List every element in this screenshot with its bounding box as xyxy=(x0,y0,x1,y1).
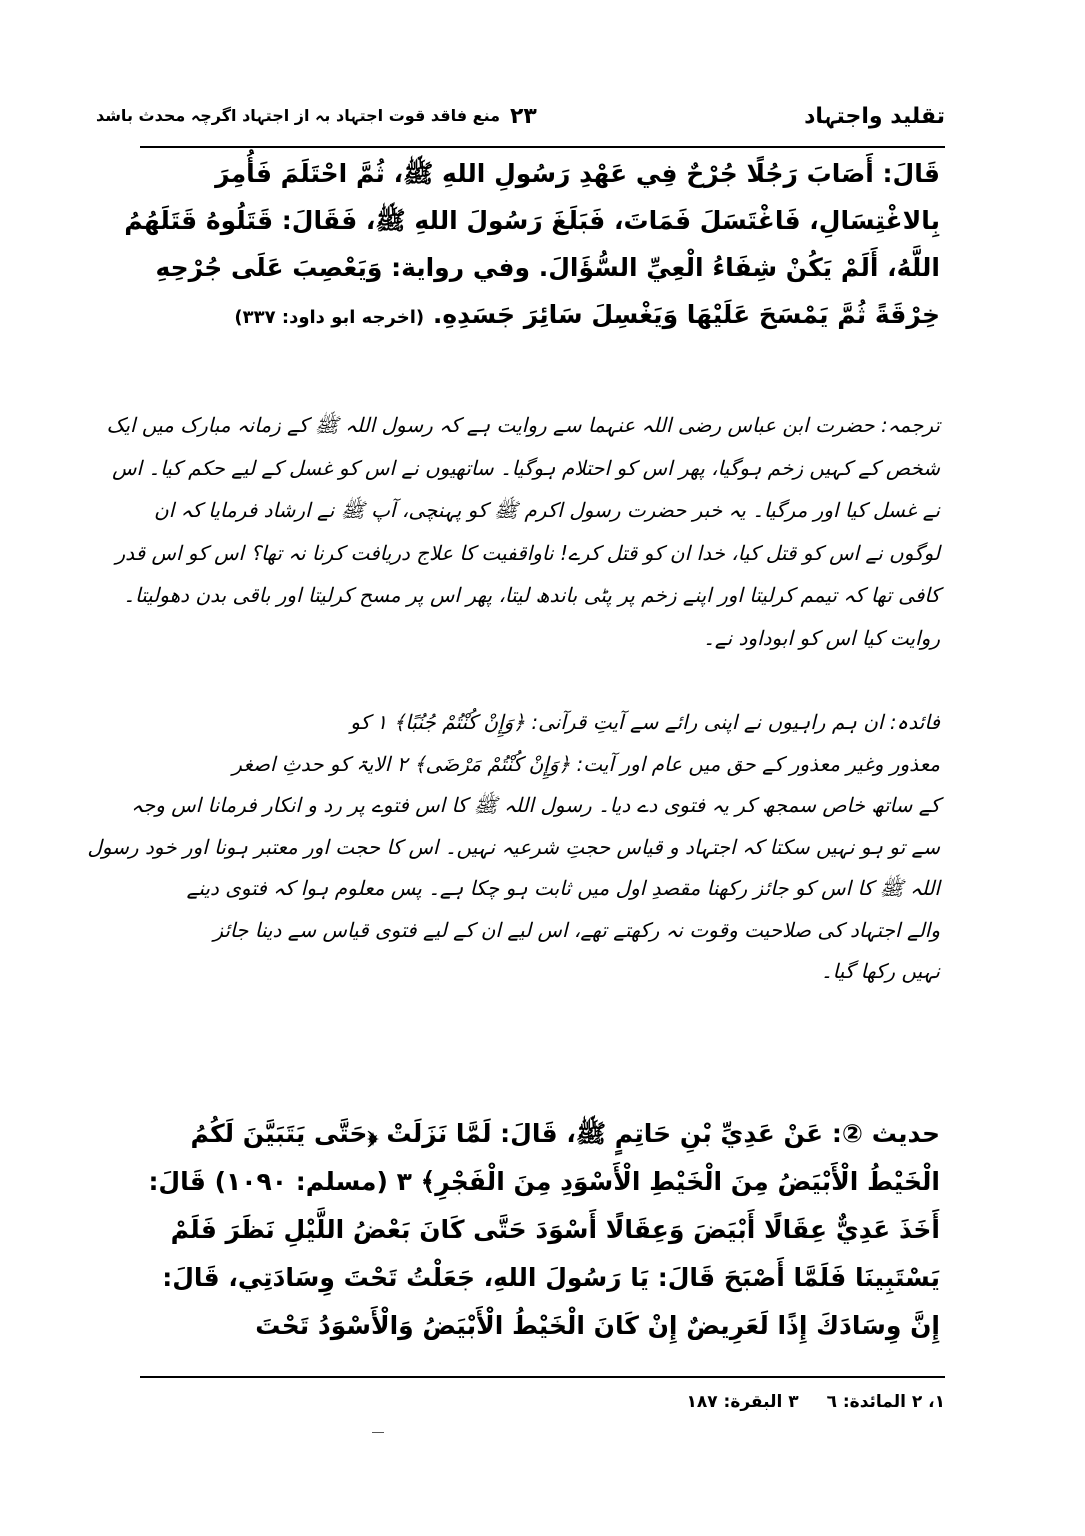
commentary-line: نہیں رکھا گیا۔ xyxy=(820,959,940,983)
commentary-line: فائدہ: ان ہم راہیوں نے اپنی رائے سے آیتِ قرآنی: ﴿وَإِنْ كُنْتُمْ جُنُبًا﴾ ١ کو xyxy=(350,710,940,734)
hadith1-line: بِالاغْتِسَالِ، فَاغْتَسَلَ فَمَاتَ، فَبَلَغَ رَسُولَ اللهِ ﷺ، فَقَالَ: قَتَلُوهُ قَتَلَهُمُ xyxy=(124,206,940,235)
footnote-2: ٣ البقرة: ١٨٧ xyxy=(686,1392,799,1412)
hadith2-block xyxy=(150,1110,940,1350)
hadith1-line: قَالَ: أَصَابَ رَجُلًا جُرْحٌ فِي عَهْدِ رَسُولِ اللهِ ﷺ، ثُمَّ احْتَلَمَ فَأُمِرَ xyxy=(215,159,940,188)
hadith1-reference: (اخرجه ابو داود: ٣٣٧) xyxy=(234,307,425,328)
running-head-text: منع فاقد قوت اجتہاد بہ از اجتہاد اگرچہ محدث باشد xyxy=(95,106,500,125)
translation-block xyxy=(106,404,940,659)
hadith2-line: يَسْتَبِينَا فَلَمَّا أَصْبَحَ قَالَ: يَا رَسُولَ اللهِ، جَعَلْتُ تَحْتَ وِسَادَتِي، قَالَ: xyxy=(162,1263,940,1292)
hadith1-line: خِرْقَةً ثُمَّ يَمْسَحَ عَلَيْهَا وَيَغْسِلَ سَائِرَ جَسَدِهِ. xyxy=(432,300,940,329)
commentary-line: والے اجتہاد کی صلاحیت وقوت نہ رکھتے تھے، اس لیے ان کے لیے فتوی قیاس سے دینا جائز xyxy=(213,917,940,942)
hadith2-line: الْخَيْطُ الْأَبْيَضُ مِنَ الْخَيْطِ الْأَسْوَدِ مِنَ الْفَجْرِ﴾ ٣ (مسلم: ١٠٩٠) قَالَ: xyxy=(148,1167,940,1196)
translation-line: کافی تھا کہ تیمم کرلیتا اور اپنے زخم پر پٹی باندھ لیتا، پھر اس پر مسح کرلیتا اور باقی بدن دھولیتا۔ xyxy=(123,583,940,607)
translation-line: شخص کے کہیں زخم ہوگیا، پھر اس کو احتلام ہوگیا۔ ساتھیوں نے اس کو غسل کے لیے حکم کیا۔ اس xyxy=(112,455,940,480)
hadith2-line: إِنَّ وِسَادَكَ إِذًا لَعَرِيضٌ إِنْ كَانَ الْخَيْطُ الْأَبْيَضُ وَالْأَسْوَدُ تَحْتَ xyxy=(255,1311,940,1340)
hadith2-line: أَخَذَ عَدِيٌّ عِقَالًا أَبْيَضَ وَعِقَالًا أَسْوَدَ حَتَّى كَانَ بَعْضُ اللَّيْلِ نَظَرَ فَلَمْ xyxy=(170,1215,940,1244)
translation-line: لوگوں نے اس کو قتل کیا، خدا ان کو قتل کرے! ناواقفیت کا علاج دریافت کرنا نہ تھا؟ اس کو اس قدر xyxy=(115,540,940,565)
commentary-block xyxy=(87,702,940,993)
commentary-line: معذور وغیر معذور کے حق میں عام اور آیت: ﴿وَإِنْ كُنْتُمْ مَرْضَى﴾ ٢ الایۃ کو حدثِ اصغر xyxy=(232,751,940,776)
header-rule xyxy=(140,146,945,148)
hadith1-line-last xyxy=(150,291,940,341)
commentary-line: کے ساتھ خاص سمجھ کر یہ فتوی دے دیا۔ رسول اللہ ﷺ کا اس فتوے پر رد و انکار فرمانا اس وجہ xyxy=(131,793,940,817)
hadith2-line: حدیث ②: عَنْ عَدِيِّ بْنِ حَاتِمٍ ﷺ، قَالَ: لَمَّا نَزَلَتْ ﴿حَتَّى يَتَبَيَّنَ لَكُمُ xyxy=(190,1119,940,1148)
translation-line: ترجمہ: حضرت ابن عباس رضی اللہ عنہما سے روایت ہے کہ رسول اللہ ﷺ کے زمانہ مبارک میں ایک xyxy=(106,413,940,437)
translation-line: روایت کیا اس کو ابوداود نے۔ xyxy=(703,625,940,650)
commentary-line: اللہ ﷺ کا اس کو جائز رکھنا مقصدِ اول میں ثابت ہو چکا ہے۔ پس معلوم ہوا کہ فتوی دینے xyxy=(186,876,940,900)
scan-mark xyxy=(372,1432,384,1433)
running-header xyxy=(95,100,945,140)
commentary-line: سے تو ہو نہیں سکتا کہ اجتہاد و قیاس حجتِ شرعیہ نہیں۔ اس کا حجت اور معتبر ہونا اور خود رسول xyxy=(87,834,940,859)
hadith1-line: اللَّهُ، أَلَمْ يَكُنْ شِفَاءُ الْعِيِّ السُّؤَالَ. وفي رواية: وَيَعْصِبَ عَلَى جُرْحِهِ xyxy=(155,253,940,282)
footnote-rule xyxy=(140,1376,945,1378)
footnote-1: ١، ٢ المائدة: ٦ xyxy=(826,1392,945,1412)
footnotes xyxy=(610,1392,945,1412)
book-title: تقلید واجتہاد xyxy=(804,104,945,129)
translation-line: نے غسل کیا اور مرگیا۔ یہ خبر حضرت رسول اکرم ﷺ کو پہنچی، آپ ﷺ نے ارشاد فرمایا کہ ان xyxy=(154,498,940,522)
page-number: ۲۳ xyxy=(510,104,537,129)
hadith1-arabic xyxy=(124,150,940,341)
